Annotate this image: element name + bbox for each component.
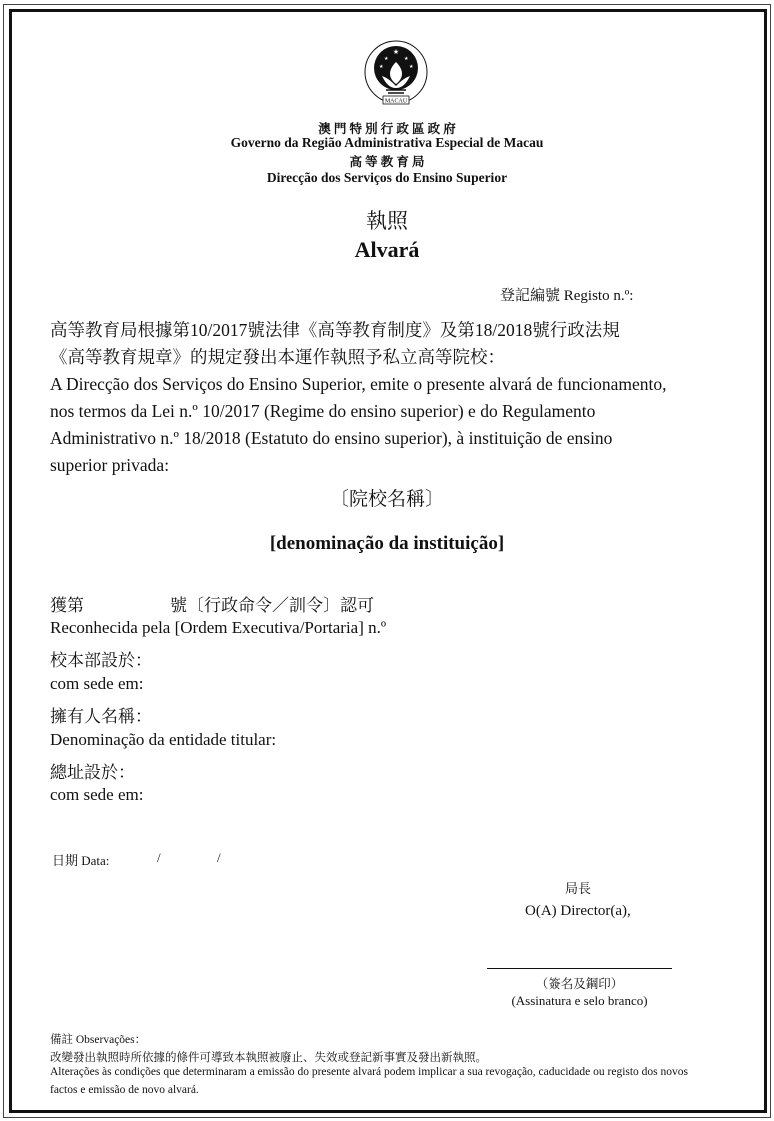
gov-name-pt: Governo da Região Administrativa Especial de Macau	[230, 135, 544, 150]
institution-name-pt: [denominação da instituição]	[269, 533, 505, 554]
notes-pt: factos e emissão de novo alvará.	[50, 1084, 199, 1096]
title-zh: 執照	[366, 209, 408, 233]
notes-zh: 改變發出執照時所依據的條件可導致本執照被廢止、失效或登記新事實及發出新執照。	[50, 1052, 487, 1064]
notes-title: 備註 Observações：	[50, 1034, 147, 1046]
body-paragraph	[50, 317, 744, 479]
date-label: 日期 Data:	[52, 853, 110, 868]
svg-text:★: ★	[409, 65, 414, 70]
institution-name-zh: 〔院校名稱〕	[329, 489, 444, 510]
campus-pt: com sede em:	[50, 674, 144, 693]
recognition-pt: Reconhecida pela [Ordem Executiva/Portaria] n.º	[50, 618, 387, 637]
director-title-zh: 局長	[565, 881, 592, 896]
notes-pt: Alterações às condições que determinaram a emissão do presente alvará podem implicar a sua revogação, caducidade ou registo dos novos	[50, 1066, 689, 1078]
emblem-text: MACAU	[384, 98, 408, 105]
owner-pt: Denominação da entidade titular:	[50, 730, 277, 749]
body-zh-line: 《高等教育規章》的規定發出本運作執照予私立高等院校：	[50, 347, 505, 367]
gov-name-zh: 澳 門 特 別 行 政 區 政 府	[318, 122, 456, 136]
svg-text:★: ★	[404, 57, 409, 62]
headquarters-pt: com sede em:	[50, 785, 144, 804]
signature-note-zh: （簽名及鋼印）	[535, 977, 624, 991]
date-separator: /	[217, 850, 221, 865]
recognition-zh-a: 獲第	[50, 596, 84, 615]
director-title-pt: O(A) Director(a),	[525, 903, 631, 919]
headquarters-zh: 總址設於：	[50, 763, 135, 782]
svg-text:★: ★	[392, 48, 400, 56]
campus-zh: 校本部設於：	[50, 651, 152, 670]
signature-line	[487, 968, 672, 969]
body-pt-line: nos termos da Lei n.º 10/2017 (Regime do ensino superior) e do Regulamento	[50, 401, 596, 421]
owner-zh: 擁有人名稱：	[50, 707, 152, 726]
macau-emblem-icon	[358, 38, 434, 110]
dept-name-pt: Direcção dos Serviços do Ensino Superior	[266, 170, 508, 185]
signature-note-pt: (Assinatura e selo branco)	[511, 993, 648, 1008]
svg-text:★: ★	[384, 57, 389, 62]
title-pt: Alvará	[354, 237, 420, 262]
dept-name-zh: 高 等 教 育 局	[349, 155, 425, 169]
registo-number: 登記編號 Registo n.º:	[500, 288, 634, 304]
date-separator: /	[157, 850, 161, 865]
recognition-zh-b: 號〔行政命令／訓令〕認可	[170, 596, 374, 615]
svg-text:★: ★	[379, 65, 384, 70]
body-pt-line: Administrativo n.º 18/2018 (Estatuto do ensino superior), à instituição de ensino	[50, 428, 613, 448]
body-pt-line: A Direcção dos Serviços do Ensino Superior, emite o presente alvará de funcionamento,	[50, 374, 667, 394]
body-pt-line: superior privada:	[50, 455, 170, 475]
body-zh-line: 高等教育局根據第10/2017號法律《高等教育制度》及第18/2018號行政法規	[50, 320, 620, 340]
